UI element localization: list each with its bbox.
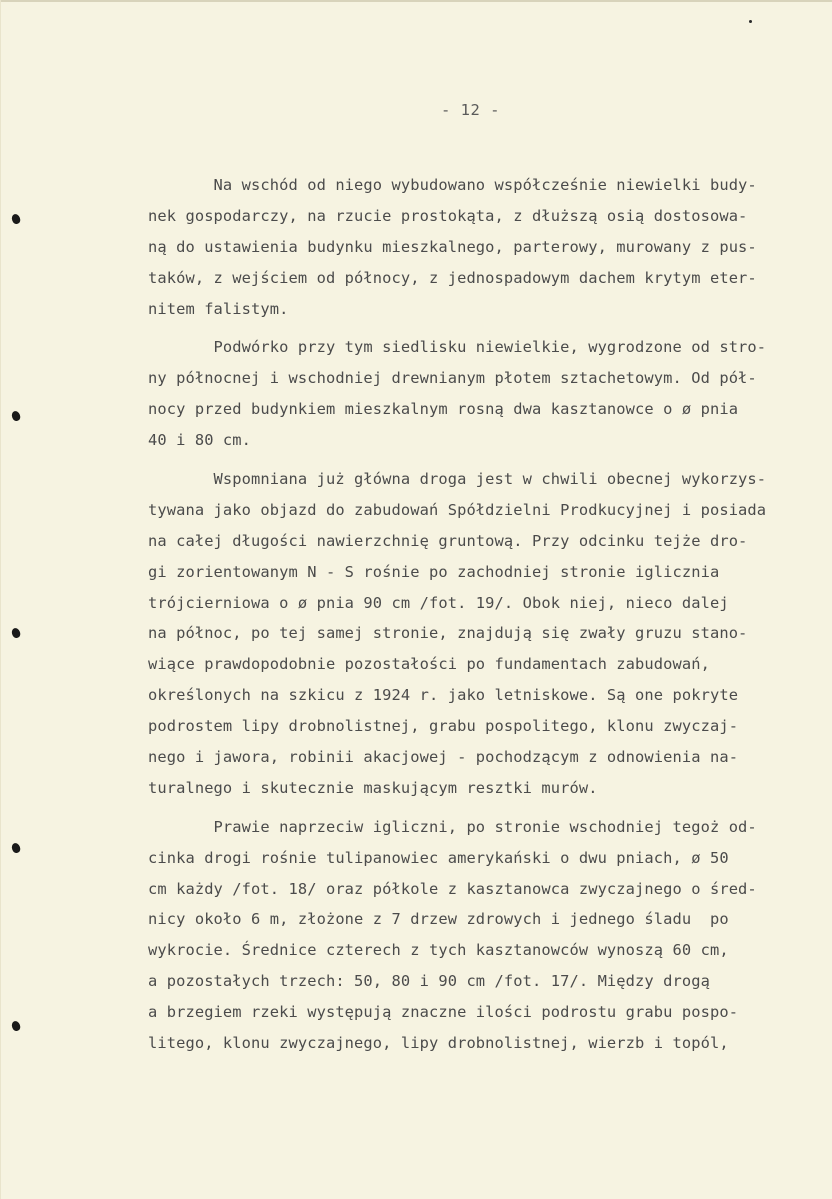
paragraph-gap — [148, 456, 832, 464]
paragraph — [148, 812, 832, 1059]
text-line: 40 i 80 cm. — [148, 431, 252, 450]
punch-hole-mark — [11, 1020, 22, 1032]
text-line: Na wschód od niego wybudowano współcześnie niewielki budy- — [148, 176, 757, 194]
text-line: tywana jako objazd do zabudowań Spółdzielni Prodkucyjnej i posiada — [148, 500, 767, 519]
text-line: na całej długości nawierzchnię gruntową. Przy odcinku tejże dro- — [148, 531, 748, 550]
text-line: cinka drogi rośnie tulipanowiec amerykański o dwu pniach, ø 50 — [148, 848, 729, 867]
text-line: Podwórko przy tym siedlisku niewielkie, wygrodzone od stro- — [148, 338, 767, 357]
text-line: trójcierniowa o ø pnia 90 cm /fot. 19/. Obok niej, nieco dalej — [148, 593, 729, 612]
punch-hole-mark — [11, 213, 22, 225]
punch-hole-mark — [11, 627, 22, 639]
text-line: Prawie naprzeciw igliczni, po stronie wschodniej tegoż od- — [148, 817, 757, 836]
page-top-edge — [1, 0, 832, 2]
text-line: turalnego i skutecznie maskującym resztki murów. — [148, 778, 598, 797]
punch-hole-mark — [11, 410, 22, 422]
text-line: cm każdy /fot. 18/ oraz półkole z kasztanowca zwyczajnego o śred- — [148, 879, 757, 898]
text-line: taków, z wejściem od północy, z jednospadowym dachem krytym eter- — [148, 268, 757, 287]
text-line: ny północnej i wschodniej drewnianym płotem sztachetowym. Od pół- — [148, 369, 757, 388]
text-line: Wspomniana już główna droga jest w chwili obecnej wykorzys- — [148, 470, 767, 489]
text-line: wiące prawdopodobnie pozostałości po fundamentach zabudowań, — [148, 655, 710, 674]
punch-hole-mark — [11, 842, 22, 854]
text-line: litego, klonu zwyczajnego, lipy drobnolistnej, wierzb i topól, — [148, 1034, 729, 1053]
text-line: a brzegiem rzeki występują znaczne ilości podrostu grabu pospo- — [148, 1003, 739, 1022]
paragraph-gap — [148, 324, 832, 332]
text-line: na północ, po tej samej stronie, znajdują się zwały gruzu stano- — [148, 624, 748, 643]
text-line: nocy przed budynkiem mieszkalnym rosną dwa kasztanowce o ø pnia — [148, 400, 739, 419]
paragraph — [148, 170, 832, 324]
paragraph-gap — [148, 804, 832, 812]
text-line: wykrocie. Średnice czterech z tych kasztanowców wynoszą 60 cm, — [148, 941, 729, 960]
text-line: ną do ustawienia budynku mieszkalnego, parterowy, murowany z pus- — [148, 237, 757, 256]
ink-speck — [749, 20, 752, 23]
text-line: nitem falistym. — [148, 299, 289, 318]
paragraph — [148, 332, 832, 456]
text-line: określonych na szkicu z 1924 r. jako letniskowe. Są one pokryte — [148, 686, 739, 705]
text-line: nego i jawora, robinii akacjowej - pochodzącym z odnowienia na- — [148, 748, 739, 767]
text-line: gi zorientowanym N - S rośnie po zachodniej stronie iglicznia — [148, 562, 720, 581]
text-line: nicy około 6 m, złożone z 7 drzew zdrowych i jednego śladu po — [148, 910, 729, 929]
page-number: - 12 - — [441, 101, 500, 119]
text-line: podrostem lipy drobnolistnej, grabu pospolitego, klonu zwyczaj- — [148, 717, 739, 736]
body-text — [148, 170, 832, 1059]
paragraph — [148, 464, 832, 804]
text-line: a pozostałych trzech: 50, 80 i 90 cm /fot. 17/. Między drogą — [148, 972, 710, 991]
text-line: nek gospodarczy, na rzucie prostokąta, z dłuższą osią dostosowa- — [148, 206, 748, 225]
